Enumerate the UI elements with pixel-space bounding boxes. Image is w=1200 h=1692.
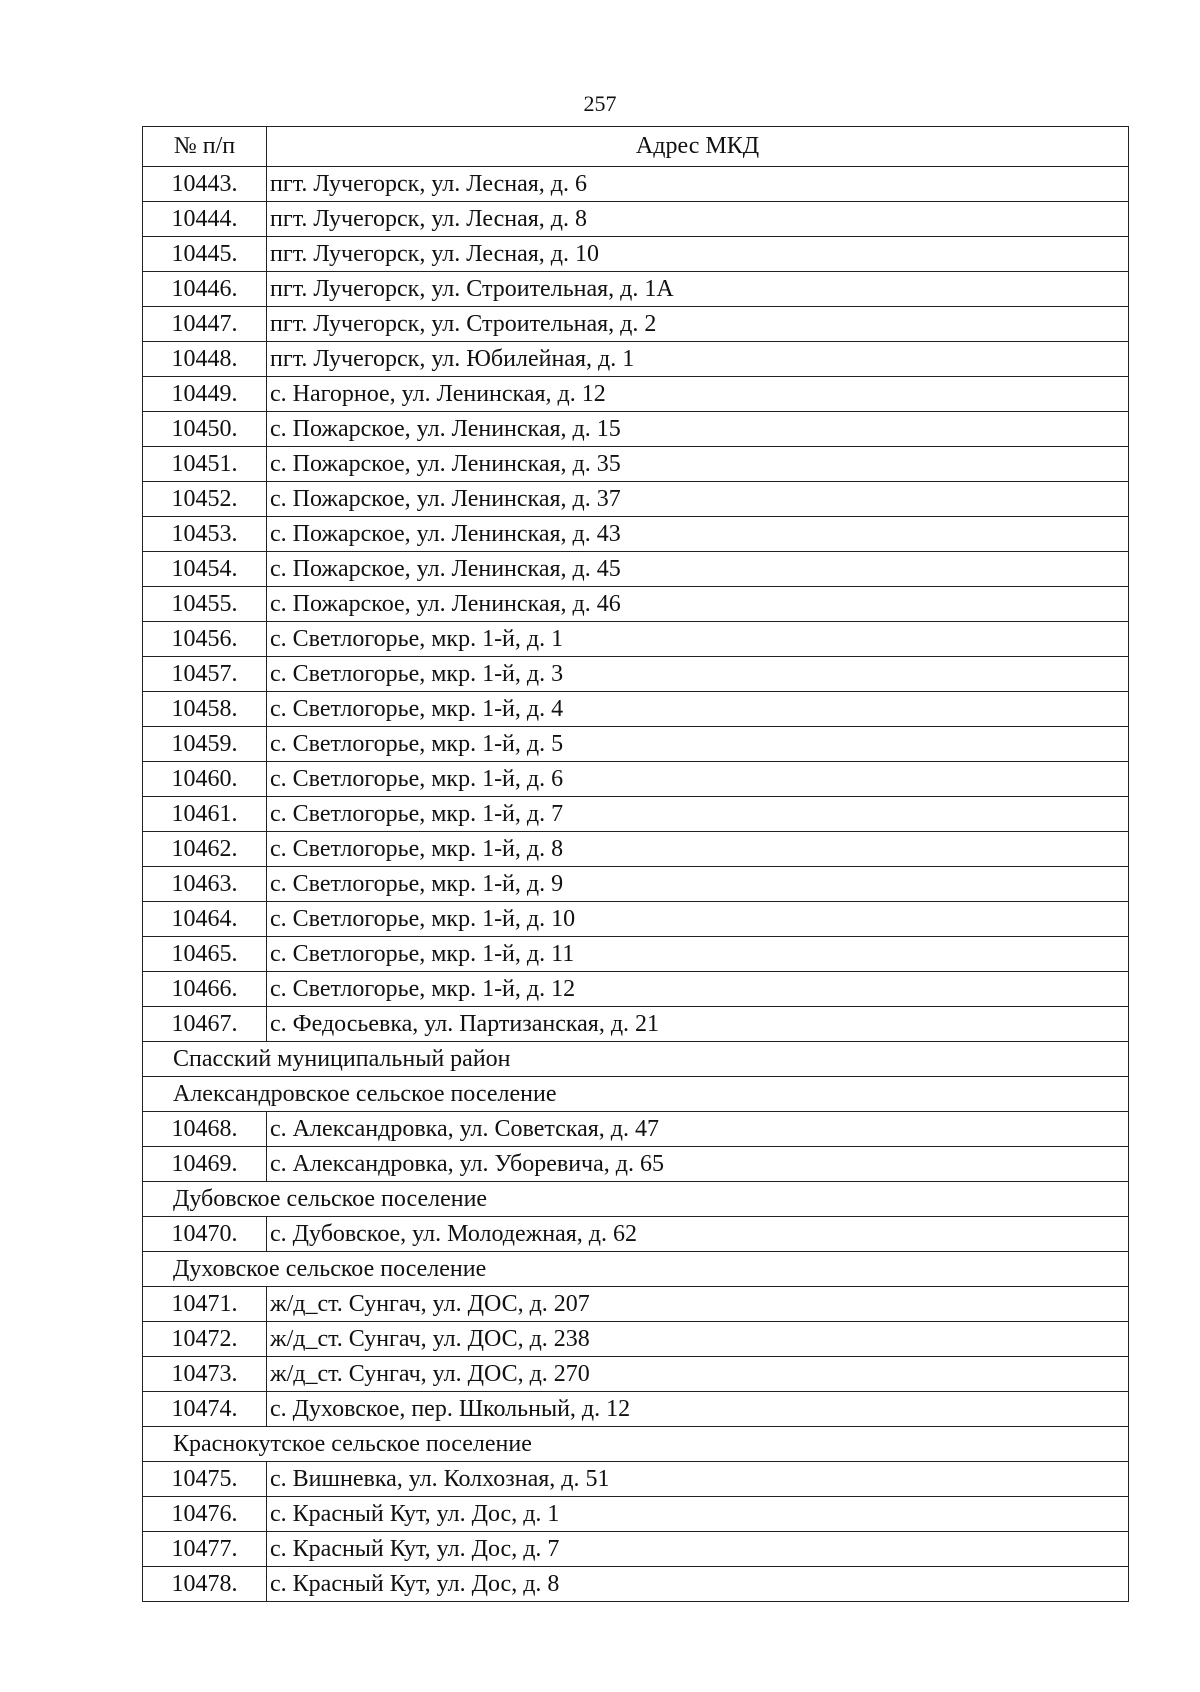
table-row [143,972,1129,1007]
row-number: 10451. [143,447,267,482]
row-number: 10445. [143,237,267,272]
table-row [143,272,1129,307]
table-row [143,622,1129,657]
row-address: с. Пожарское, ул. Ленинская, д. 35 [267,447,1129,482]
row-address: пгт. Лучегорск, ул. Строительная, д. 1А [267,272,1129,307]
row-address: с. Пожарское, ул. Ленинская, д. 46 [267,587,1129,622]
row-address: с. Светлогорье, мкр. 1-й, д. 11 [267,937,1129,972]
row-address: с. Пожарское, ул. Ленинская, д. 45 [267,552,1129,587]
row-number: 10471. [143,1287,267,1322]
row-number: 10450. [143,412,267,447]
table-row [143,1357,1129,1392]
row-address: с. Светлогорье, мкр. 1-й, д. 5 [267,727,1129,762]
table-row [143,587,1129,622]
row-address: с. Нагорное, ул. Ленинская, д. 12 [267,377,1129,412]
row-number: 10463. [143,867,267,902]
table-row [143,412,1129,447]
table-row [143,237,1129,272]
row-number: 10464. [143,902,267,937]
row-address: с. Светлогорье, мкр. 1-й, д. 3 [267,657,1129,692]
table-row [143,1217,1129,1252]
row-number: 10448. [143,342,267,377]
row-address: с. Федосьевка, ул. Партизанская, д. 21 [267,1007,1129,1042]
section-label: Дубовское сельское поселение [143,1182,1129,1217]
row-number: 10454. [143,552,267,587]
row-address: с. Светлогорье, мкр. 1-й, д. 7 [267,797,1129,832]
row-number: 10468. [143,1112,267,1147]
section-label: Духовское сельское поселение [143,1252,1129,1287]
row-number: 10446. [143,272,267,307]
row-address: с. Светлогорье, мкр. 1-й, д. 12 [267,972,1129,1007]
row-number: 10444. [143,202,267,237]
row-number: 10443. [143,167,267,202]
table-row [143,167,1129,202]
row-number: 10466. [143,972,267,1007]
table-row [143,797,1129,832]
table-row [143,727,1129,762]
row-address: пгт. Лучегорск, ул. Лесная, д. 10 [267,237,1129,272]
row-number: 10456. [143,622,267,657]
section-row [143,1182,1129,1217]
row-address: с. Красный Кут, ул. Дос, д. 1 [267,1497,1129,1532]
table-body [143,167,1129,1602]
row-number: 10455. [143,587,267,622]
row-number: 10472. [143,1322,267,1357]
row-number: 10473. [143,1357,267,1392]
address-table [142,126,1129,1602]
table-row [143,692,1129,727]
table-row [143,1112,1129,1147]
section-label: Александровское сельское поселение [143,1077,1129,1112]
table-row [143,1392,1129,1427]
row-number: 10447. [143,307,267,342]
row-number: 10467. [143,1007,267,1042]
row-number: 10470. [143,1217,267,1252]
section-row [143,1427,1129,1462]
row-address: с. Александровка, ул. Уборевича, д. 65 [267,1147,1129,1182]
row-address: с. Красный Кут, ул. Дос, д. 8 [267,1567,1129,1602]
row-number: 10475. [143,1462,267,1497]
row-address: ж/д_ст. Сунгач, ул. ДОС, д. 270 [267,1357,1129,1392]
table-row [143,1322,1129,1357]
table-row [143,1497,1129,1532]
row-number: 10458. [143,692,267,727]
row-address: с. Светлогорье, мкр. 1-й, д. 6 [267,762,1129,797]
row-number: 10460. [143,762,267,797]
row-number: 10477. [143,1532,267,1567]
table-row [143,902,1129,937]
table-row [143,307,1129,342]
row-number: 10474. [143,1392,267,1427]
row-address: с. Светлогорье, мкр. 1-й, д. 9 [267,867,1129,902]
row-address: с. Светлогорье, мкр. 1-й, д. 4 [267,692,1129,727]
section-row [143,1077,1129,1112]
row-address: с. Дубовское, ул. Молодежная, д. 62 [267,1217,1129,1252]
table-row [143,482,1129,517]
table-row [143,377,1129,412]
table-header-row [143,127,1129,167]
row-number: 10462. [143,832,267,867]
row-number: 10449. [143,377,267,412]
table-row [143,552,1129,587]
row-address: пгт. Лучегорск, ул. Строительная, д. 2 [267,307,1129,342]
row-address: с. Пожарское, ул. Ленинская, д. 15 [267,412,1129,447]
table-row [143,202,1129,237]
row-address: с. Светлогорье, мкр. 1-й, д. 1 [267,622,1129,657]
row-number: 10457. [143,657,267,692]
row-number: 10459. [143,727,267,762]
table-row [143,447,1129,482]
row-address: пгт. Лучегорск, ул. Лесная, д. 6 [267,167,1129,202]
row-address: с. Духовское, пер. Школьный, д. 12 [267,1392,1129,1427]
table-row [143,867,1129,902]
table-row [143,1147,1129,1182]
row-address: с. Пожарское, ул. Ленинская, д. 37 [267,482,1129,517]
row-number: 10478. [143,1567,267,1602]
row-address: с. Вишневка, ул. Колхозная, д. 51 [267,1462,1129,1497]
table-row [143,832,1129,867]
row-number: 10452. [143,482,267,517]
header-address: Адрес МКД [267,127,1129,167]
table-row [143,762,1129,797]
table-row [143,1532,1129,1567]
table-row [143,1462,1129,1497]
table-row [143,937,1129,972]
row-address: ж/д_ст. Сунгач, ул. ДОС, д. 238 [267,1322,1129,1357]
row-number: 10461. [143,797,267,832]
section-row [143,1042,1129,1077]
row-number: 10453. [143,517,267,552]
table-row [143,657,1129,692]
row-address: ж/д_ст. Сунгач, ул. ДОС, д. 207 [267,1287,1129,1322]
table-row [143,1007,1129,1042]
row-address: пгт. Лучегорск, ул. Лесная, д. 8 [267,202,1129,237]
row-number: 10465. [143,937,267,972]
row-address: пгт. Лучегорск, ул. Юбилейная, д. 1 [267,342,1129,377]
section-label: Краснокутское сельское поселение [143,1427,1129,1462]
row-number: 10469. [143,1147,267,1182]
section-row [143,1252,1129,1287]
row-address: с. Красный Кут, ул. Дос, д. 7 [267,1532,1129,1567]
row-address: с. Александровка, ул. Советская, д. 47 [267,1112,1129,1147]
page-number: 257 [583,91,617,116]
row-address: с. Пожарское, ул. Ленинская, д. 43 [267,517,1129,552]
header-num: № п/п [143,127,267,167]
table-row [143,1567,1129,1602]
row-address: с. Светлогорье, мкр. 1-й, д. 8 [267,832,1129,867]
table-row [143,342,1129,377]
table-row [143,1287,1129,1322]
row-number: 10476. [143,1497,267,1532]
section-label: Спасский муниципальный район [143,1042,1129,1077]
table-row [143,517,1129,552]
row-address: с. Светлогорье, мкр. 1-й, д. 10 [267,902,1129,937]
